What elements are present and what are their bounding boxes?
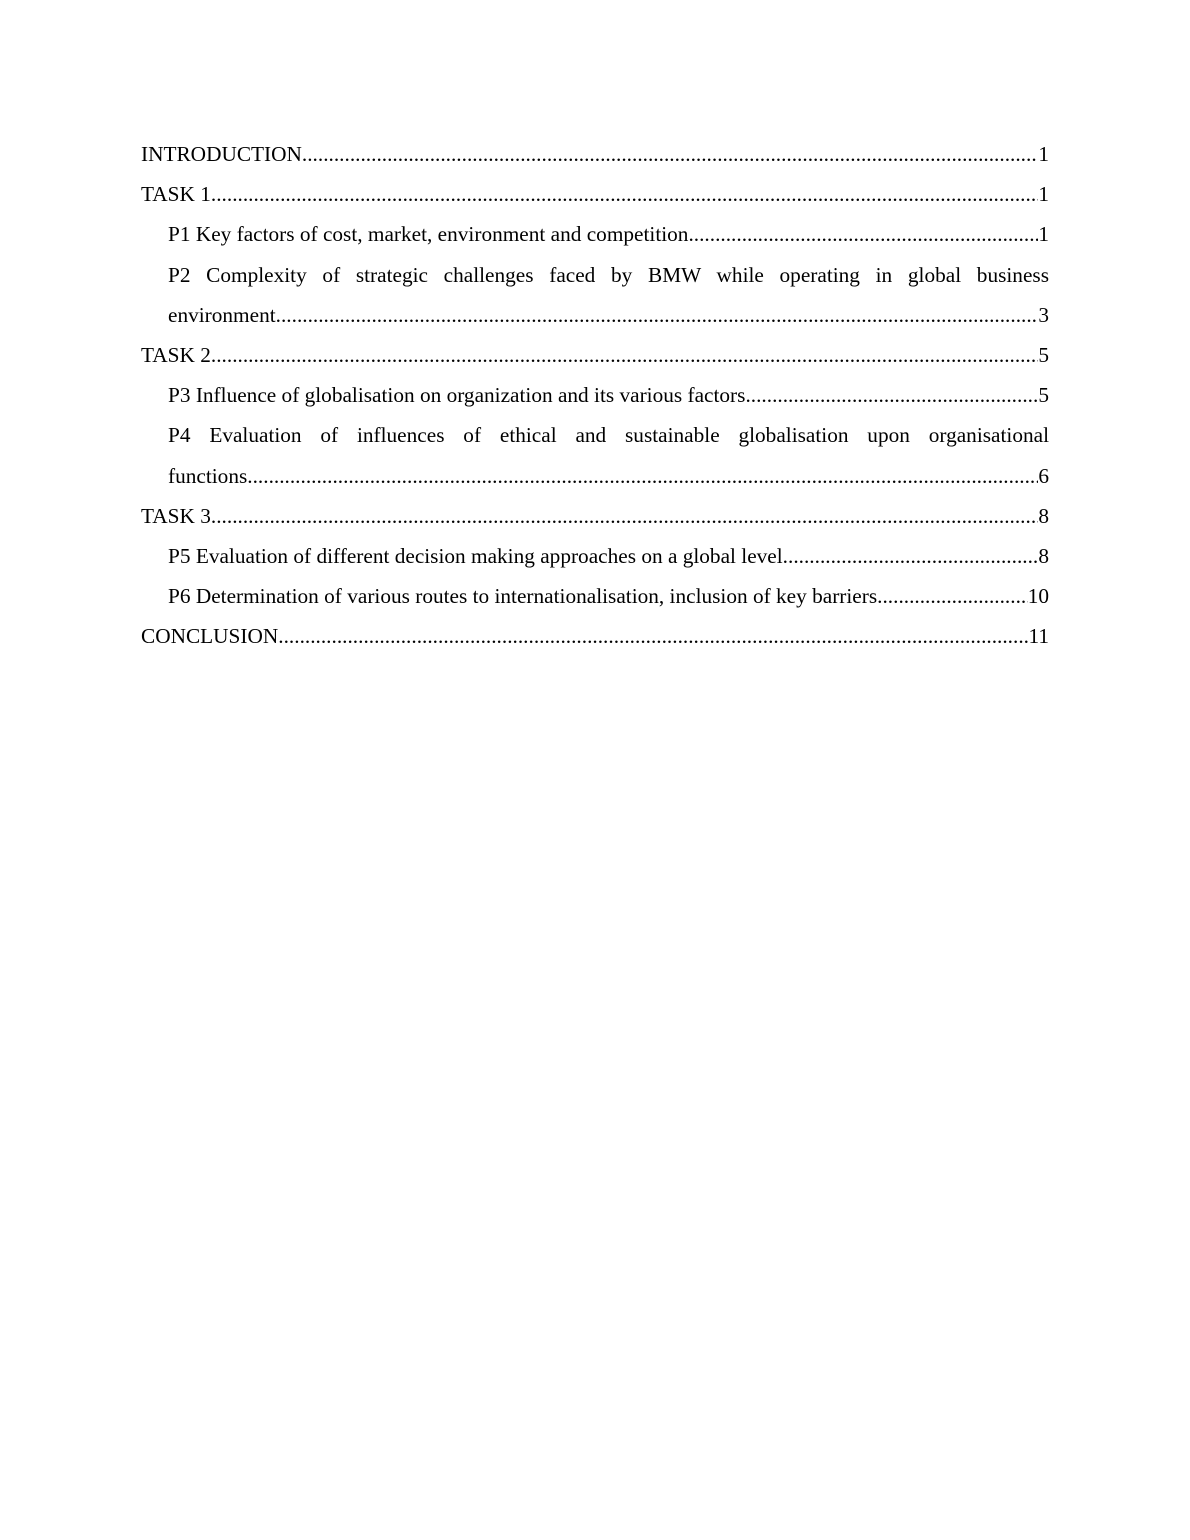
toc-entry-introduction[interactable]	[141, 134, 1049, 174]
toc-entry-title: P3 Influence of globalisation on organization and its various factors	[168, 383, 746, 408]
toc-entry-task-2[interactable]	[141, 335, 1049, 375]
toc-dot-leader	[211, 496, 1038, 536]
toc-page-number: 6	[1038, 463, 1049, 488]
toc-entry-title: TASK 3	[141, 503, 211, 528]
toc-dot-leader	[302, 134, 1038, 174]
toc-dot-leader	[877, 576, 1028, 616]
toc-page-number: 5	[1038, 383, 1049, 408]
toc-page-number: 1	[1038, 182, 1049, 207]
toc-entry-title-line-2: environment	[168, 302, 276, 327]
toc-entry-title: TASK 1	[141, 182, 211, 207]
toc-dot-leader	[688, 214, 1038, 254]
toc-entry-p1[interactable]	[141, 214, 1049, 254]
toc-dot-leader	[211, 335, 1038, 375]
toc-entry-title: TASK 2	[141, 343, 211, 368]
toc-entry-title: INTRODUCTION	[141, 142, 302, 166]
toc-entry-title-line-1: P4 Evaluation of influences of ethical and sustainable globalisation upon organisational	[168, 423, 1049, 448]
toc-entry-p4[interactable]	[141, 415, 1049, 495]
toc-entry-title-line-1: P2 Complexity of strategic challenges faced by BMW while operating in global business	[168, 262, 1049, 287]
toc-entry-title-line-2: functions	[168, 463, 248, 488]
toc-dot-leader	[783, 536, 1039, 576]
toc-page-number: 1	[1038, 142, 1049, 166]
toc-entry-p6[interactable]	[141, 576, 1049, 616]
toc-page-number: 11	[1028, 624, 1049, 649]
toc-entry-p2[interactable]	[141, 255, 1049, 335]
toc-page-number: 5	[1038, 343, 1049, 368]
toc-entry-task-3[interactable]	[141, 496, 1049, 536]
toc-entry-title: P1 Key factors of cost, market, environment and competition	[168, 222, 689, 247]
toc-dot-leader	[745, 375, 1038, 415]
toc-page-number: 8	[1038, 503, 1049, 528]
table-of-contents	[141, 134, 1049, 657]
toc-entry-p5[interactable]	[141, 536, 1049, 576]
toc-dot-leader	[247, 456, 1038, 496]
toc-entry-task-1[interactable]	[141, 174, 1049, 214]
toc-dot-leader	[211, 174, 1038, 214]
toc-page-number: 10	[1027, 584, 1049, 609]
toc-entry-title: CONCLUSION	[141, 624, 279, 649]
toc-page-number: 8	[1038, 544, 1049, 569]
toc-entry-title: P6 Determination of various routes to internationalisation, inclusion of key barriers	[168, 584, 878, 609]
toc-dot-leader	[276, 295, 1039, 335]
toc-page-number: 1	[1038, 222, 1049, 247]
toc-entry-p3[interactable]	[141, 375, 1049, 415]
toc-page-number: 3	[1038, 302, 1049, 327]
toc-dot-leader	[278, 616, 1028, 656]
toc-entry-conclusion[interactable]	[141, 616, 1049, 656]
toc-entry-title: P5 Evaluation of different decision making approaches on a global level	[168, 544, 783, 569]
